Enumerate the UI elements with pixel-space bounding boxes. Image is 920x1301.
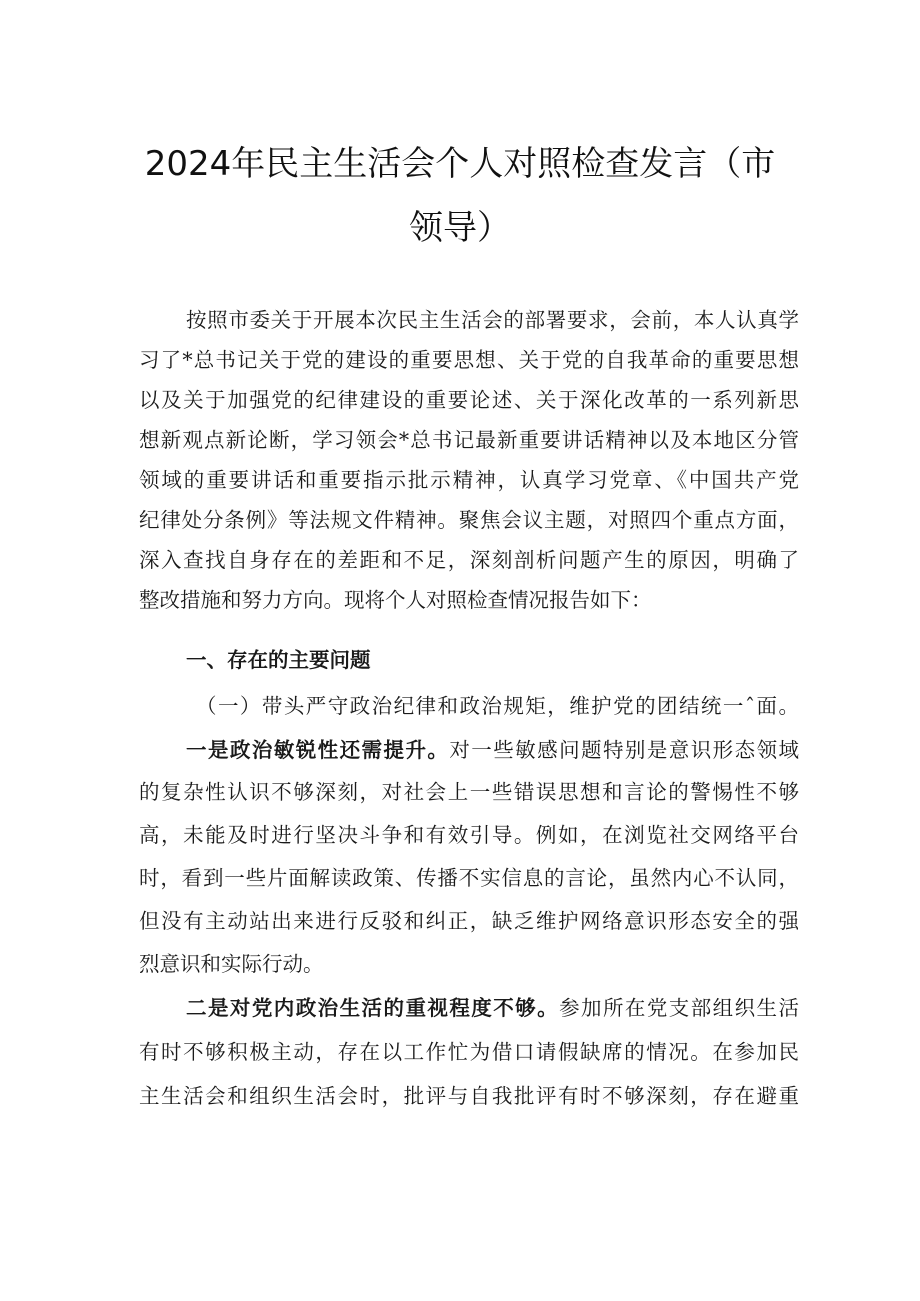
para1-line-2: 的复杂性认识不够深刻，对社会上一些错误思想和言论的警惕性不够: [139, 780, 799, 804]
document-title-line-1: 2024年民主生活会个人对照检查发言（市: [144, 144, 776, 184]
para2-lead: 二是对党内政治生活的重视程度不够。: [186, 996, 560, 1020]
intro-line-7: 深入查找自身存在的差距和不足，深刻剖析问题产生的原因，明确了: [139, 548, 799, 572]
section-heading-1: 一、存在的主要问题: [186, 648, 371, 672]
intro-line-3: 以及关于加强党的纪律建设的重要论述、关于深化改革的一系列新思: [139, 388, 799, 412]
para1-line-1: [186, 732, 799, 768]
document-title-line-2: 领导）: [409, 208, 511, 248]
para1-first-rest: 对一些敏感问题特别是意识形态领域: [449, 738, 800, 762]
para1-line-3: 高，未能及时进行坚决斗争和有效引导。例如，在浏览社交网络平台: [139, 823, 799, 847]
para1-line-4: 时，看到一些片面解读政策、传播不实信息的言论，虽然内心不认同，: [139, 866, 799, 890]
intro-line-5: 领域的重要讲话和重要指示批示精神，认真学习党章、《中国共产党: [139, 468, 799, 492]
para1-line-5: 但没有主动站出来进行反驳和纠正，缺乏维护网络意识形态安全的强: [139, 909, 799, 933]
intro-line-6: 纪律处分条例》等法规文件精神。聚焦会议主题，对照四个重点方面，: [139, 508, 799, 532]
para2-line-2: 有时不够积极主动，存在以工作忙为借口请假缺席的情况。在参加民: [139, 1040, 799, 1064]
intro-line-8: 整改措施和努力方向。现将个人对照检查情况报告如下：: [139, 588, 652, 612]
subsection-heading-1: （一）带头严守政治纪律和政治规矩，维护党的团结统一ˆ面。: [196, 694, 799, 718]
intro-line-4: 想新观点新论断，学习领会*总书记最新重要讲话精神以及本地区分管: [139, 428, 799, 452]
para2-line-3: 主生活会和组织生活会时，批评与自我批评有时不够深刻，存在避重: [139, 1084, 799, 1108]
intro-line-2: 习了*总书记关于党的建设的重要思想、关于党的自我革命的重要思想: [139, 348, 799, 372]
para1-lead: 一是政治敏锐性还需提升。: [186, 738, 450, 762]
para1-line-6: 烈意识和实际行动。: [139, 952, 324, 976]
intro-line-1: 按照市委关于开展本次民主生活会的部署要求，会前，本人认真学: [186, 308, 799, 332]
para2-line-1: [186, 990, 799, 1026]
para2-first-rest: 参加所在党支部组织生活: [559, 996, 800, 1020]
